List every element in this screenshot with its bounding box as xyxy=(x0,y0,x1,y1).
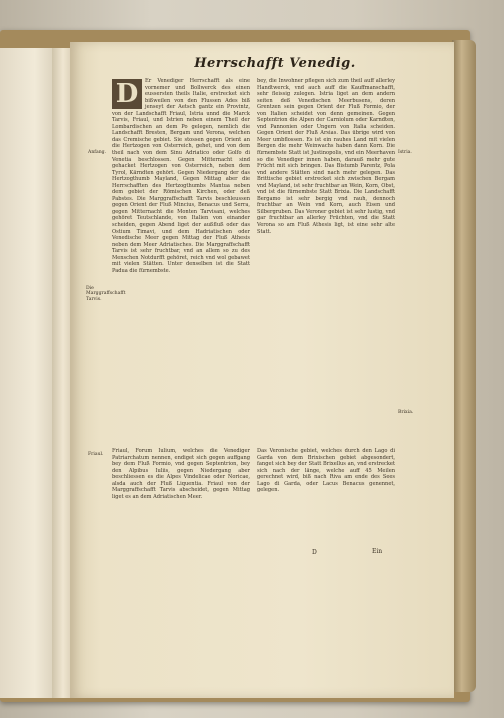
left-lower-body: Friaul, Forum Iulium, welches die Venediger Patriarchatum nennen, endiget sich gegen auffgang bey dem Fluß Formio, vnd gegen Septentrion, bey den Alpibus Iuliis, gegen Niedergang aber beschliessen es die Alpes Vindelicae oder Noricae, alsda auch der Fluß Liquentia. Friaul von der Marggraffschafft Tarvis abscheidet, gegen Mittag liget es an dem Adriatischen Meer. xyxy=(112,448,250,500)
margin-note-4: Istria. xyxy=(398,150,412,155)
left-page-edge xyxy=(0,48,58,698)
book-cover-edge xyxy=(452,40,476,692)
page-title: Herrschafft Venedig. xyxy=(194,56,356,71)
left-column-body: Er Venediger Herrschafft als eine vornemer und Bollwerck des einen eussersten theils Italie, erstrecket sich bißweilen von den Flussen Ades biß jenseyt der Aetsch gantz ein Provintz, von der Landschafft Friaul, Istria unnd die Marck Tarvis, Friaul, und Istrien neben einem Theil der Lombardischen an dem Po gelegen, nemlich die Landschafft Bresten, Bergam und Verona, welchen das Cremische gebiet. Sie stossen gegen Orient an die Hertzogen von Osterreich, gehet, und von dem theil nach von dem Sinu Adriatico oder Golfo di Venetia beschlossen. Gegen Mitternacht sind gehacket Hertzogen von Osterreich, neben dem Tyrol, Kärndten gehört. Gegen Niedergang der das Hertzogthumb Mayland, Gegen Mittag aber die Herrschafften des Hertzogthumbs Mantua neben dem gebiet der Römischen Kirchen, oder deß Pabstes. Die Marggraffschafft Tarvis beschleussen gegen Orient der Fluß Mincius, Benacus und Serra, gegen Mitternacht die Monten Tarvisani, welches gehöret Teutschlande, von Italien von einander scheiden, gegen Abend liget der außfluß oder das Ostium Timavi, und dem Hadriatischen oder Venedische Meer gegen Mittag der Fluß Athesis neben dem Meer Adriatisches. Die Marggraffschafft Tarvis ist sehr fruchtbar, vnd an allem so zu des Menschen Notdurfft gehöret, reich vnd wol gebawet mit vielen Stätten. Unter denselben ist die Statt Padua die fürnembste. xyxy=(112,78,250,274)
margin-note-2: Die Marggraffschafft Tarvis. xyxy=(86,286,126,302)
margin-note-3: Friaul. xyxy=(88,452,104,457)
catchword: Ein xyxy=(372,548,383,555)
margin-note-5: Brixia. xyxy=(398,410,414,415)
right-lower-body: Das Veronische gebiet, welches durch den Lago di Garda von dem Brixischen gebiet abgesondert, fanget sich bey der Statt Brixellus an, vnd erstrecket sich nach der länge, welche auff 45 Meilen gerechnet wird, biß nach Riva am ende des Sees Lago di Garda, oder Lacus Benacus genennet, gelegen. xyxy=(257,448,395,494)
signature-mark: D xyxy=(312,549,317,556)
right-column-body: bey, die Inwohner pflegen sich zum theil auff allerley Handtwerck, vnd auch auff die Kauffmanschafft, sehr fleissig zulegen. Istria liget an dem andern seiten deß Venedischen Meerbusens, deren Grentzen sein gegen Orient der Fluß Formio, der von Italien scheidet von denn gemeinen. Gegen Septentrion die Alpen der Carniolum oder Karndten, vnd Pannonien oder Ungern von Italia scheiden. Gegen Orient der Fluß Arsias. Das übrige wird von Meer umbflossen. Es ist ein rauhes Land mit vielen Bergen die mehr Weinwachs haben dann Korn. Die fürnembste Statt ist Justinopolis, vnd ein Meerhaven so die Venediger innen haben, darauß mehr gute Frücht mit sich bringen. Das Bistumb Parentz, Pola vnd andere Stätten sind nach mehr gelegen. Das Brittische gebiet erstrecket sich zwischen Bergam vnd Mayland, ist sehr fruchtbar an Wein, Korn, Obst, vnd ist die fürnembste Statt Brixia. Die Landschafft Bergamo ist sehr bergig vnd rauh, dennoch fruchtbar an Wein vnd Korn, auch Eisen und Silbergruben. Das Veroner gebiet ist sehr lustig, vnd gar fruchtbar an allerley Früchten, vnd die Statt Verona so am Fluß Athesis ligt, ist eine sehr alte Statt. xyxy=(257,78,395,235)
text-column-left-lower xyxy=(112,448,250,558)
drop-cap: D xyxy=(112,79,142,109)
margin-note-1: Anfang. xyxy=(88,150,107,155)
text-column-right-lower xyxy=(257,448,395,558)
